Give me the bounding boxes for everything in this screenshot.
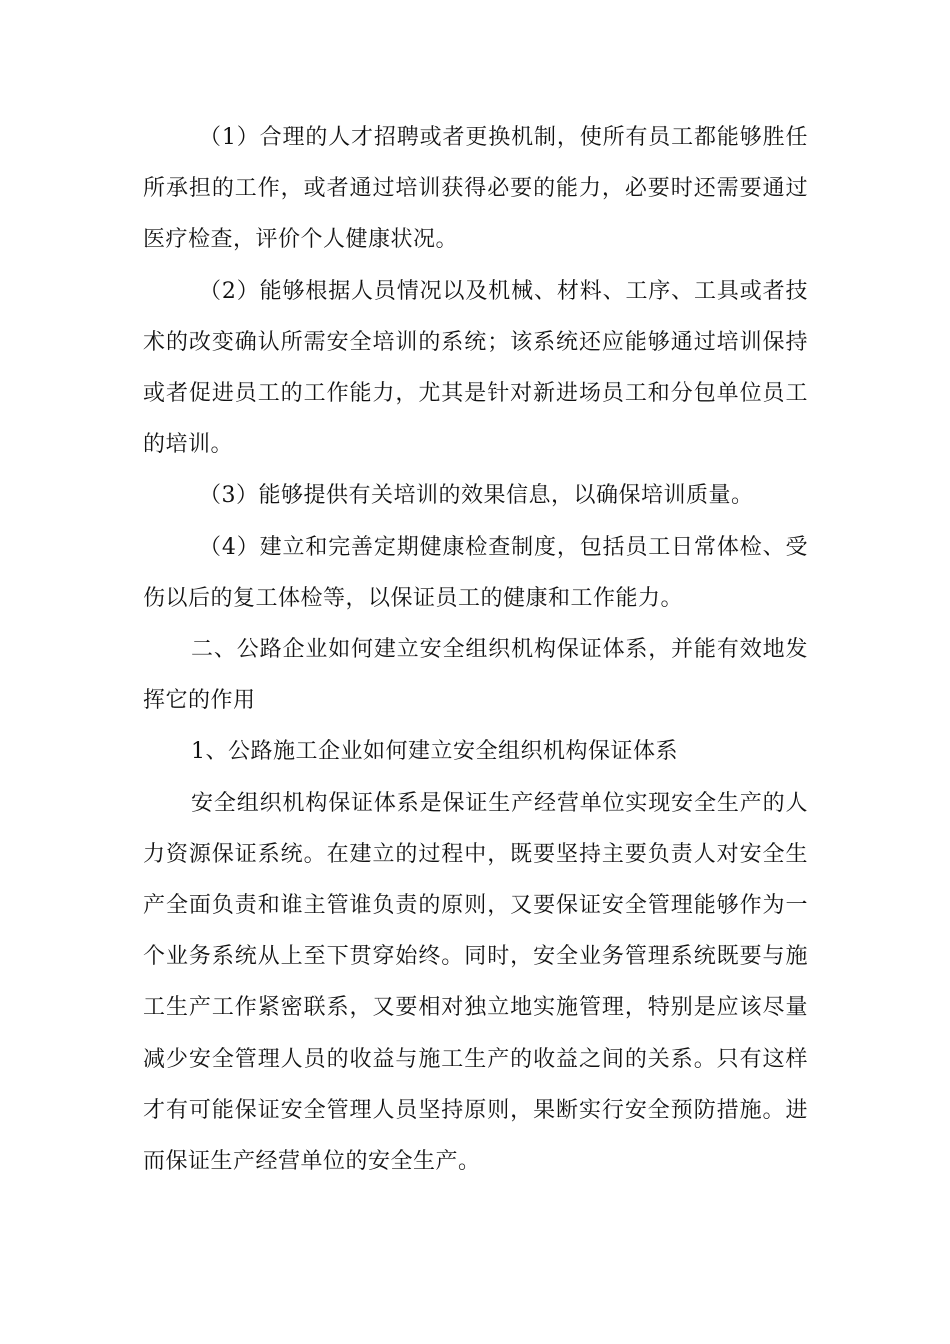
paragraph-item-2: （2）能够根据人员情况以及机械、材料、工序、工具或者技术的改变确认所需安全培训的系统；该系统还应能够通过培训保持或者促进员工的工作能力，尤其是针对新进场员工和分包单位员工的培训。 bbox=[143, 278, 808, 458]
paragraph-item-1: （1）合理的人才招聘或者更换机制，使所有员工都能够胜任所承担的工作，或者通过培训获得必要的能力，必要时还需要通过医疗检查，评价个人健康状况。 bbox=[143, 125, 808, 253]
subsection-heading-1: 1、公路施工企业如何建立安全组织机构保证体系 bbox=[191, 739, 678, 765]
document-body bbox=[143, 112, 808, 1187]
body-paragraph: 安全组织机构保证体系是保证生产经营单位实现安全生产的人力资源保证系统。在建立的过程中，既要坚持主要负责人对安全生产全面负责和谁主管谁负责的原则，又要保证安全管理能够作为一个业务系统从上至下贯穿始终。同时，安全业务管理系统既要与施工生产工作紧密联系，又要相对独立地实施管理，特别是应该尽量减少安全管理人员的收益与施工生产的收益之间的关系。只有这样才有可能保证安全管理人员坚持原则，果断实行安全预防措施。进而保证生产经营单位的安全生产。 bbox=[143, 790, 808, 1175]
paragraph-item-3: （3）能够提供有关培训的效果信息，以确保培训质量。 bbox=[199, 483, 754, 509]
paragraph-item-4: （4）建立和完善定期健康检查制度，包括员工日常体检、受伤以后的复工体检等，以保证员工的健康和工作能力。 bbox=[143, 534, 808, 611]
section-heading-2: 二、公路企业如何建立安全组织机构保证体系，并能有效地发挥它的作用 bbox=[143, 637, 808, 714]
